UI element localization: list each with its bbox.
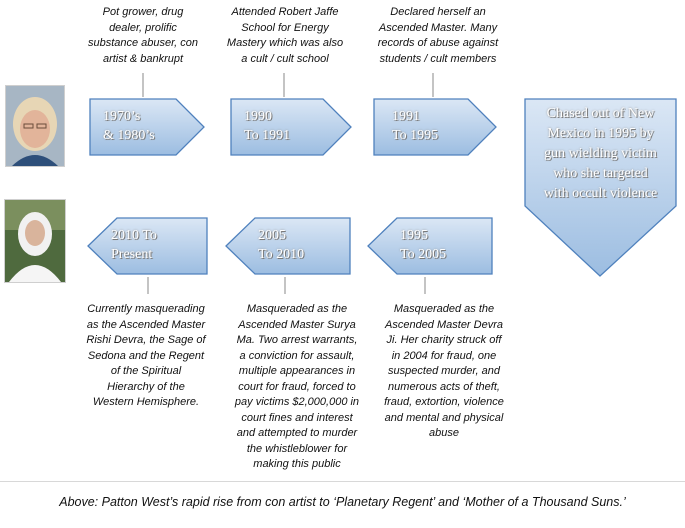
timeline-note-1990: Attended Robert Jaffe School for Energy Mastery which was also a cult / cult school bbox=[226, 6, 344, 65]
timeline-label-1970s: 1970’s & 1980’s bbox=[103, 109, 155, 143]
timeline-label-down-box: Chased out of New Mexico in 1995 by gun wielding victim who she targeted with occult violence bbox=[543, 106, 658, 201]
timeline-label-2010-present: 2010 To Present bbox=[111, 228, 157, 262]
timeline-note-1970s: Pot grower, drug dealer, prolific substance abuser, con artist & bankrupt bbox=[87, 6, 199, 65]
portrait-photo-top bbox=[5, 85, 65, 167]
timeline-note-2005-2010: Masqueraded as the Ascended Master Surya Ma. Two arrest warrants, a conviction for assault, multiple appearances in court for fraud, forced to pay victims $2,000,000 in court fines and interest and attempted to murder the whistleblower for making this public bbox=[234, 303, 360, 470]
portrait-bottom-graphic bbox=[5, 200, 65, 282]
portrait-top-graphic bbox=[6, 86, 64, 166]
timeline-note-1995-2005: Masqueraded as the Ascended Master Devra Ji. Her charity struck off in 2004 for fraud, one suspected murder, and numerous acts of theft, fraud, extortion, violence and mental and physical abuse bbox=[384, 303, 504, 439]
timeline-label-2005-2010: 2005 To 2010 bbox=[258, 228, 305, 262]
timeline-label-1995-2005: 1995 To 2005 bbox=[400, 228, 447, 262]
portrait-photo-bottom bbox=[4, 199, 66, 283]
timeline-note-2010-present: Currently masquerading as the Ascended Master Rishi Devra, the Sage of Sedona and the Regent of the Spiritual Hierarchy of the Western Hemisphere. bbox=[86, 303, 206, 408]
timeline-note-1991: Declared herself an Ascended Master. Many records of abuse against students / cult members bbox=[377, 6, 499, 65]
timeline-label-1990: 1990 To 1991 bbox=[244, 109, 291, 143]
caption-divider bbox=[0, 481, 685, 482]
figure-caption: Above: Patton West’s rapid rise from con artist to ‘Planetary Regent’ and ‘Mother of a Thousand Suns.’ bbox=[59, 495, 626, 509]
timeline-label-1991: 1991 To 1995 bbox=[392, 109, 439, 143]
